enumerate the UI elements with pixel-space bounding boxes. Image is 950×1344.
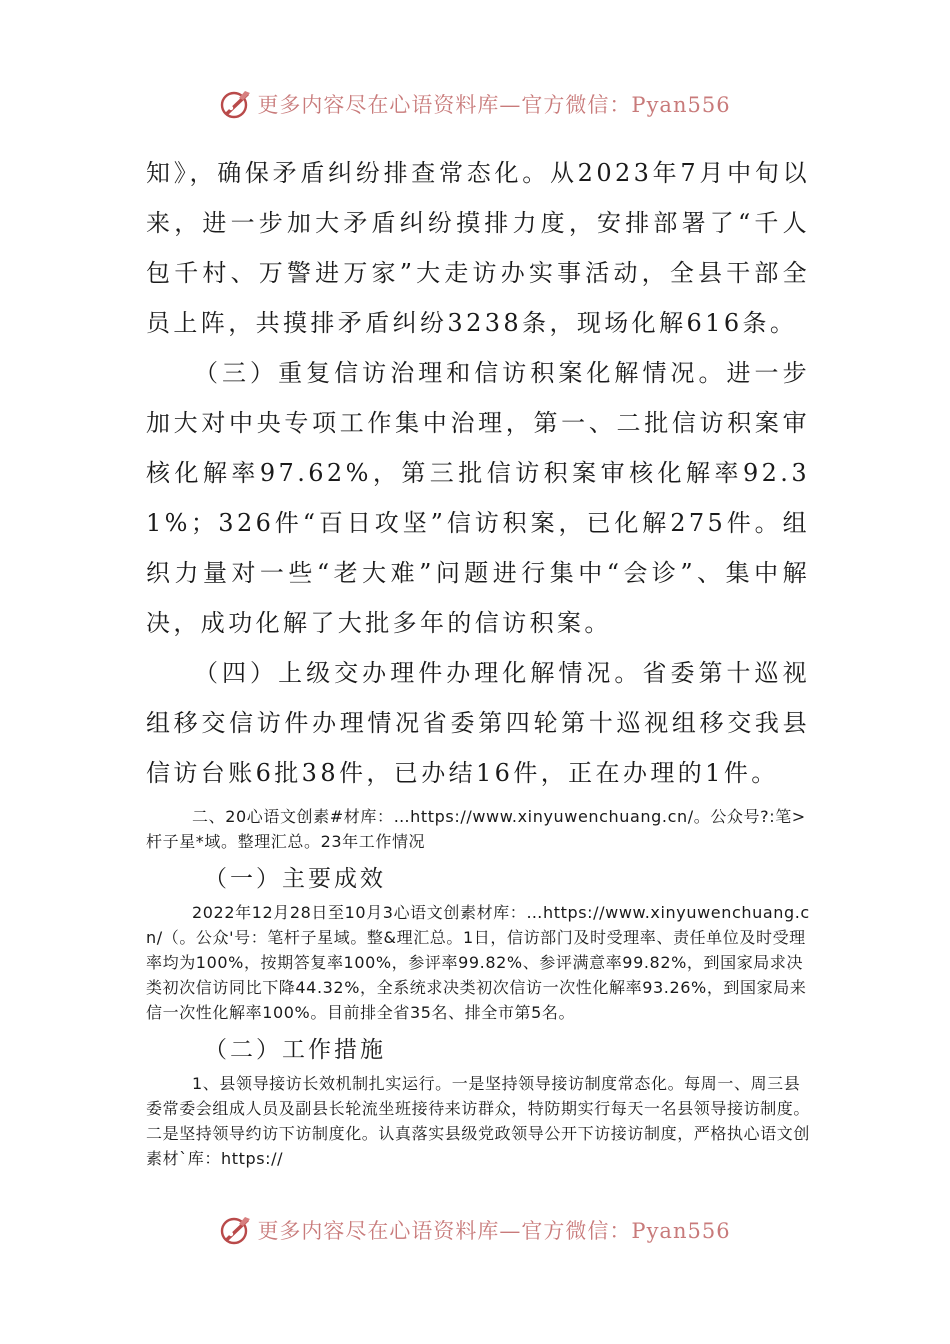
paragraph-dispute-screening: 知》，确保矛盾纠纷排查常态化。从2023年7月中旬以来，进一步加大矛盾纠纷摸排力度，安排部署了“千人包千村、万警进万家”大走访办实事活动，全县干部全员上阵，共摸排矛盾纠纷3238条，现场化解616条。 <box>146 159 810 337</box>
quill-logo-icon <box>219 87 253 121</box>
paragraph-repeat-petitions: （三）重复信访治理和信访积案化解情况。进一步加大对中央专项工作集中治理，第一、二批信访积案审核化解率97.62%，第三批信访积案审核化解率92.31%；326件“百日攻坚”信访积案，已化解275件。组织力量对一些“老大难”问题进行集中“会诊”、集中解决，成功化解了大批多年的信访积案。 <box>146 359 810 637</box>
section-heading-2023-work: 二、20心语文创素#材库：…https://www.xinyuwenchuang.cn/。公众号?:笔>杆子星*域。整理汇总。23年工作情况 <box>146 807 806 851</box>
paragraph-main-results: 2022年12月28日至10月3心语文创素材库：…https://www.xinyuwenchuang.cn/（。公众'号：笔杆子星域。整&理汇总。1日，信访部门及时受理率、责任单位及时受理率均为100%，按期答复率100%，参评率99.82%、参评满意率99.82%，到国家局求决类初次信访同比下降44.32%，全系统求决类初次信访一次性化解率93.26%，到国家局来信一次性化解率100%。目前排全省35名、排全市第5名。 <box>146 903 810 1022</box>
document-body <box>146 148 810 1171</box>
subheading-work-measures: （二）工作措施 <box>204 1037 386 1063</box>
footer-banner <box>0 1208 950 1252</box>
paragraph-work-measures: 1、县领导接访长效机制扎实运行。一是坚持领导接访制度常态化。每周一、周三县委常委会组成人员及副县长轮流坐班接待来访群众，特防期实行每天一名县领导接访制度。二是坚持领导约访下访制度化。认真落实县级党政领导公开下访接访制度，严格执心语文创素材`库：https:// <box>146 1074 811 1168</box>
paragraph-assigned-cases: （四）上级交办理件办理化解情况。省委第十巡视组移交信访件办理情况省委第四轮第十巡视组移交我县信访台账6批38件，已办结16件，正在办理的1件。 <box>146 659 810 787</box>
banner-text: 更多内容尽在心语资料库—官方微信：Pyan556 <box>257 93 731 117</box>
subheading-main-results: （一）主要成效 <box>204 866 386 892</box>
banner-text: 更多内容尽在心语资料库—官方微信：Pyan556 <box>257 1219 731 1243</box>
quill-logo-icon <box>219 1213 253 1247</box>
header-banner <box>0 82 950 126</box>
